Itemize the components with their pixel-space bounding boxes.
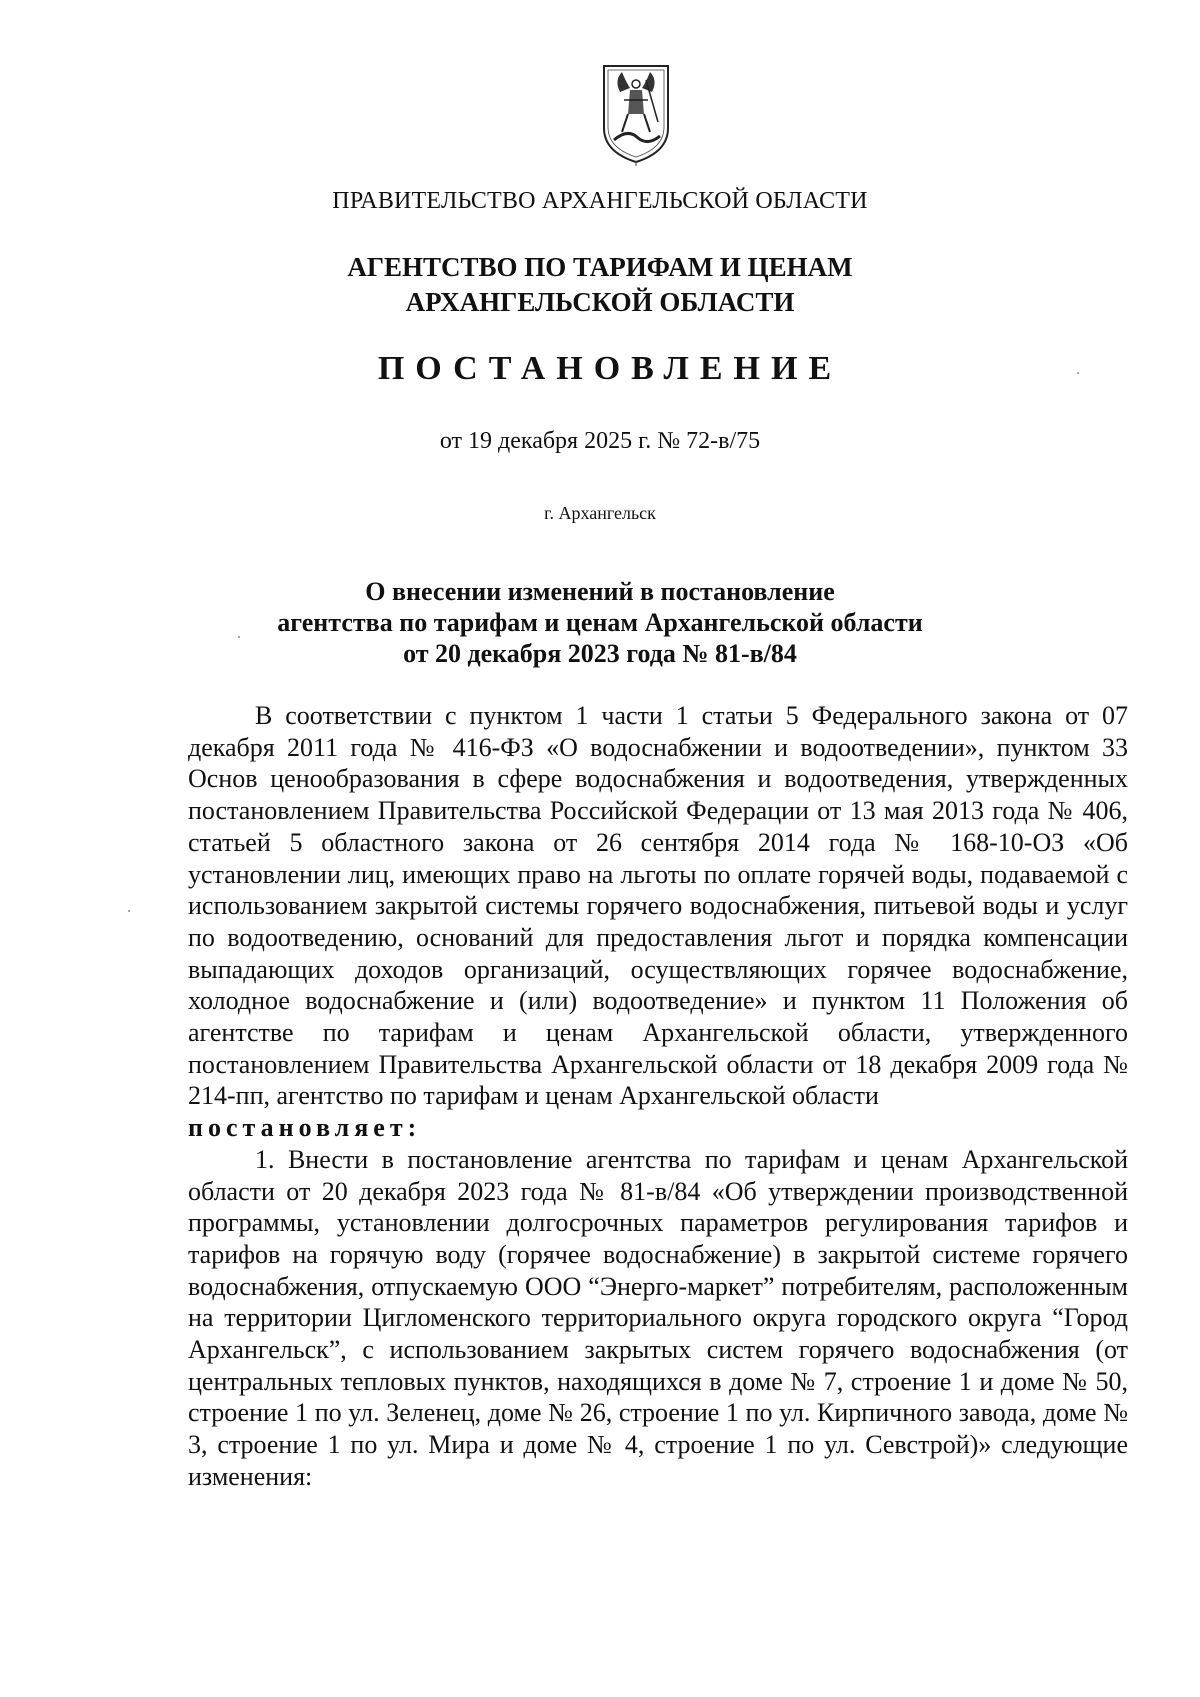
scan-speck — [128, 910, 130, 912]
agency-name — [0, 250, 1200, 320]
document-body — [188, 700, 1128, 1493]
subject-line1: О внесении изменений в постановление — [365, 577, 835, 606]
document-subject — [0, 576, 1200, 669]
scan-speck — [1077, 372, 1079, 374]
item-1-paragraph: 1. Внести в постановление агентства по тарифам и ценам Архангельской области от 20 декабря 2023 года № 81-в/84 «Об утверждении производственной программы, установлении долгосрочных параметров регулирования тарифов и тарифов на горячую воду (горячее водоснабжение) в закрытой системе горячего водоснабжения, отпускаемую ООО “Энерго-маркет” потребителям, расположенным на территории Цигломенского территориального округа городского округа “Город Архангельск”, с использованием закрытых систем горячего водоснабжения (от центральных тепловых пунктов, находящихся в доме № 7, строение 1 и доме № 50, строение 1 по ул. Зеленец, доме № 26, строение 1 по ул. Кирпичного завода, доме № 3, строение 1 по ул. Мира и доме № 4, строение 1 по ул. Севстрой)» следующие изменения: — [188, 1144, 1128, 1491]
coat-of-arms-icon — [600, 62, 672, 166]
resolves-word: постановляет: — [188, 1113, 422, 1143]
agency-name-line2: АРХАНГЕЛЬСКОЙ ОБЛАСТИ — [405, 287, 795, 317]
preamble-paragraph: В соответствии с пунктом 1 части 1 статьи 5 Федерального закона от 07 декабря 2011 года № 416-ФЗ «О водоснабжении и водоотведении», пунктом 33 Основ ценообразования в сфере водоснабжения и водоотведения, утвержденных постановлением Правительства Российской Федерации от 13 мая 2013 года № 406, статьей 5 областного закона от 26 сентября 2014 года № 168-10-ОЗ «Об установлении лиц, имеющих право на льготы по оплате горячей воды, подаваемой с использованием закрытой системы горячего водоснабжения, питьевой воды и услуг по водоотведению, оснований для предоставления льгот и порядка компенсации выпадающих доходов организаций, осуществляющих горячее водоснабжение, холодное водоснабжение и (или) водоотведение» и пунктом 11 Положения об агентстве по тарифам и ценам Архангельской области, утвержденного постановлением Правительства Архангельской области от 18 декабря 2009 года № 214-пп, агентство по тарифам и ценам Архангельской области — [188, 701, 1128, 1111]
document-date-number: от 19 декабря 2025 г. № 72-в/75 — [439, 428, 761, 454]
agency-name-line1: АГЕНТСТВО ПО ТАРИФАМ И ЦЕНАМ — [347, 252, 853, 282]
subject-line2: агентства по тарифам и ценам Архангельской области — [277, 608, 923, 637]
subject-line3: от 20 декабря 2023 года № 81-в/84 — [403, 639, 797, 668]
scan-speck — [238, 636, 240, 638]
document-type: ПОСТАНОВЛЕНИЕ — [377, 350, 843, 387]
document-city: г. Архангельск — [544, 503, 656, 523]
government-name: ПРАВИТЕЛЬСТВО АРХАНГЕЛЬСКОЙ ОБЛАСТИ — [332, 188, 868, 214]
